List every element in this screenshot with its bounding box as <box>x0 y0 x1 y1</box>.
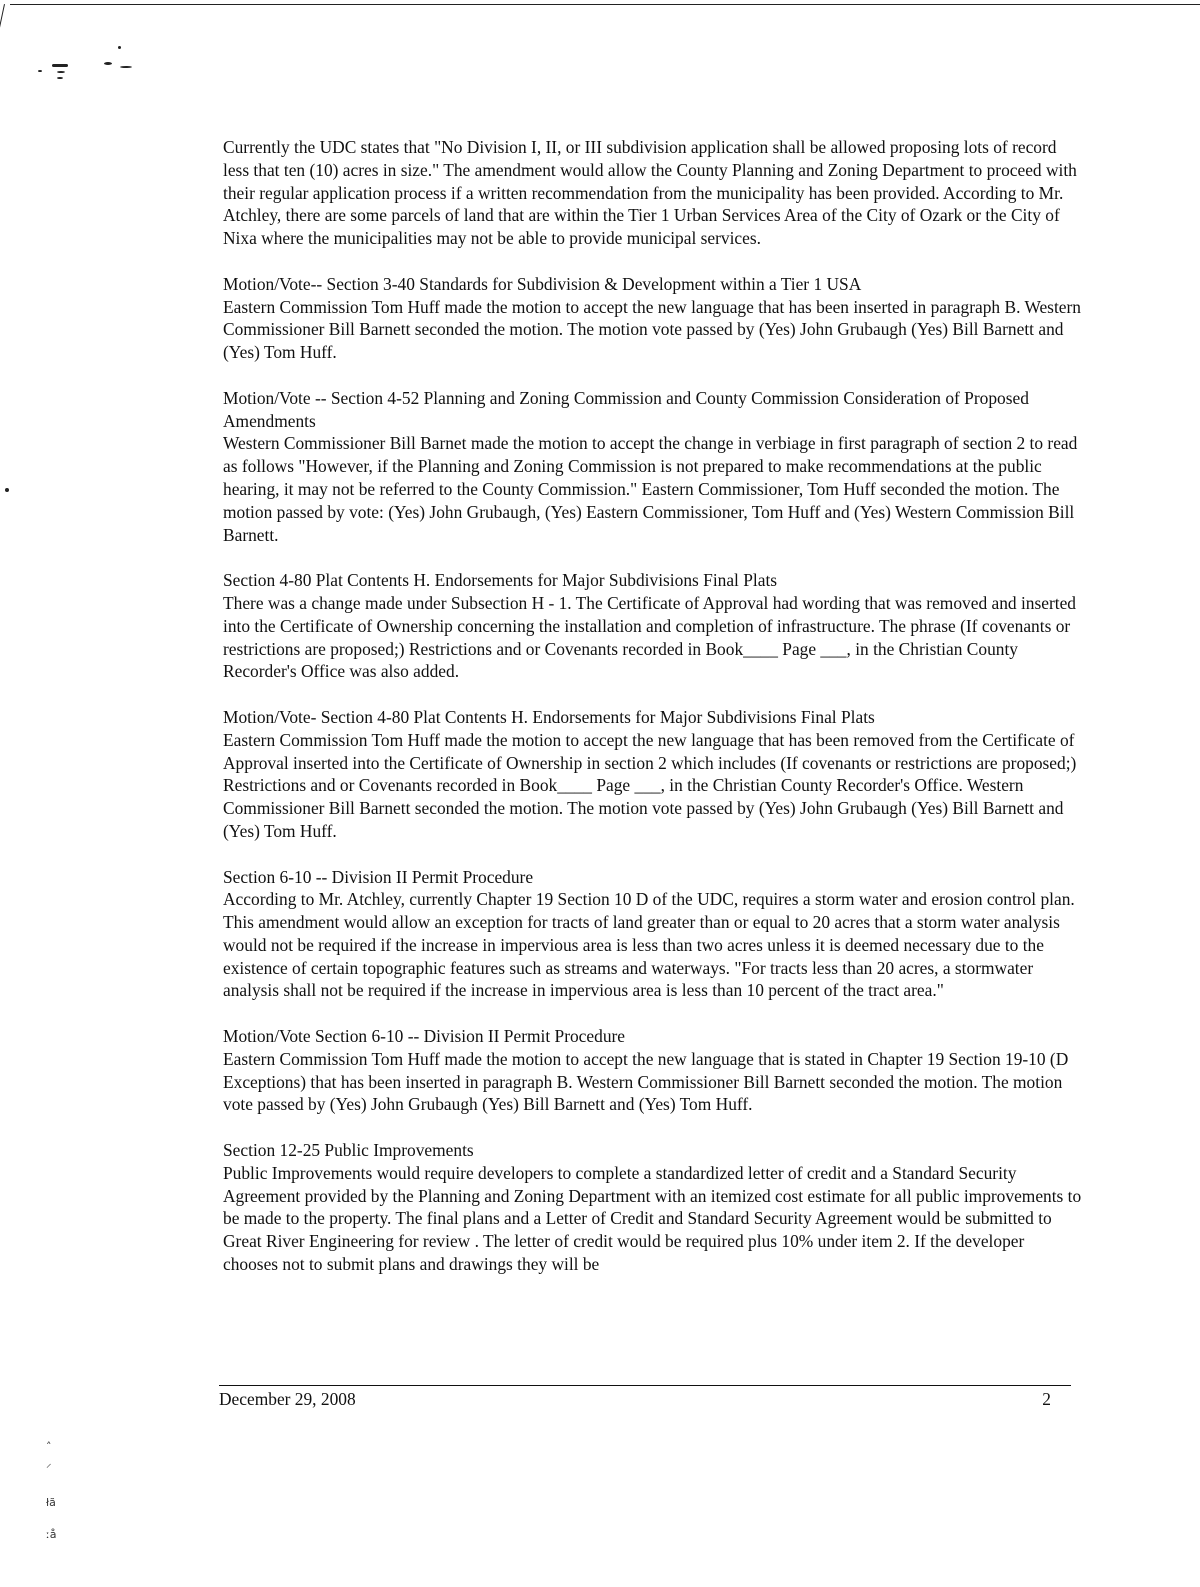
paragraph-text: Public Improvements would require developers to complete a standardized letter of credit and a Standard Security Agreement provided by the Planning and Zoning Department with an itemized cost estimate for all public improvements to be made to the property. The final plans and a Letter of Credit and Standard Security Agreement would be submitted to Great River Engineering for review . The letter of credit would be required plus 10% under item 2. If the developer chooses not to submit plans and drawings they will be <box>223 1162 1082 1275</box>
paragraph-section-4-80 <box>223 569 1083 683</box>
paragraph-motion-6-10 <box>223 1025 1083 1116</box>
page-number: 2 <box>1042 1389 1051 1409</box>
scan-speck <box>104 62 112 65</box>
scan-mark: ːå <box>46 1528 57 1541</box>
section-heading: Motion/Vote Section 6-10 -- Division II Permit Procedure <box>223 1026 626 1047</box>
scan-speck <box>57 77 63 79</box>
section-heading: Motion/Vote-- Section 3-40 Standards for Subdivision & Development within a Tier 1 USA <box>223 273 862 294</box>
footer-date: December 29, 2008 <box>219 1389 356 1409</box>
scan-speck <box>5 488 9 492</box>
section-heading: Motion/Vote- Section 4-80 Plat Contents H. Endorsements for Major Subdivisions Final Plats <box>223 706 875 727</box>
paragraph-text: Eastern Commission Tom Huff made the motion to accept the new language that has been inserted in paragraph B. Western Commissioner Bill Barnett seconded the motion. The motion vote passed by (Yes) John Grubaugh (Yes) Bill Barnett and (Yes) Tom Huff. <box>223 296 1081 363</box>
paragraph-udc-intro <box>223 136 1083 250</box>
scan-mark: ˄ <box>46 1440 52 1453</box>
section-heading: Section 6-10 -- Division II Permit Procedure <box>223 866 534 887</box>
scan-artifact-bottom-left <box>46 1440 62 1570</box>
section-heading: Section 12-25 Public Improvements <box>223 1140 474 1161</box>
paragraph-text: Currently the UDC states that "No Division I, II, or III subdivision application shall be allowed proposing lots of record less that ten (10) acres in size." The amendment would allow the County Planning and Zoning Department to proceed with their regular application process if a written recommendation from the municipality has been provided. According to Mr. Atchley, there are some parcels of land that are within the Tier 1 Urban Services Area of the City of Ozark or the City of Nixa where the municipalities may not be able to provide municipal services. <box>223 137 1077 249</box>
scan-speck <box>118 46 121 49</box>
scan-border-top <box>10 4 1200 5</box>
paragraph-section-12-25 <box>223 1139 1083 1276</box>
paragraph-text: According to Mr. Atchley, currently Chapter 19 Section 10 D of the UDC, requires a storm water and erosion control plan. This amendment would allow an exception for tracts of land greater than or equal to 20 acres that a storm water analysis would not be required if the increase in impervious area is less than two acres unless it is deemed necessary due to the existence of certain topographic features such as streams and waterways. "For tracts less than 20 acres, a stormwater analysis shall not be required if the increase in impervious area is less than 10 percent of the tract area." <box>223 889 1075 1001</box>
section-heading: Motion/Vote -- Section 4-52 Planning and Zoning Commission and County Commission Consideration of Proposed Amendments <box>223 387 1029 431</box>
paragraph-text: There was a change made under Subsection H - 1. The Certificate of Approval had wording that was removed and inserted into the Certificate of Ownership concerning the installation and completion of infrastructure. The phrase (If covenants or restrictions are proposed;) Restrictions and or Covenants recorded in Book____ Page ___, in the Christian County Recorder's Office was also added. <box>223 592 1076 682</box>
scan-mark: łã <box>46 1496 56 1509</box>
paragraph-section-6-10 <box>223 866 1083 1003</box>
paragraph-text: Eastern Commission Tom Huff made the motion to accept the new language that is stated in Chapter 19 Section 19-10 (D Exceptions) that has been inserted in paragraph B. Western Commissioner Bill Barnett seconded the motion. The motion vote passed by (Yes) John Grubaugh (Yes) Bill Barnett and (Yes) Tom Huff. <box>223 1048 1069 1115</box>
paragraph-text: Eastern Commission Tom Huff made the motion to accept the new language that has been removed from the Certificate of Approval inserted into the Certificate of Ownership in section 2 which includes (If covenants or restrictions are proposed;) Restrictions and or Covenants recorded in Book____ Page ___, in the Christian County Recorder's Office. Western Commissioner Bill Barnett seconded the motion. The motion vote passed by (Yes) John Grubaugh (Yes) Bill Barnett and (Yes) Tom Huff. <box>223 729 1077 841</box>
scan-mark: ⸝ <box>46 1457 52 1470</box>
paragraph-motion-3-40 <box>223 273 1083 364</box>
scan-border-left <box>0 4 5 43</box>
scan-speck <box>52 64 68 67</box>
paragraph-motion-4-80 <box>223 706 1083 843</box>
scan-speck <box>120 66 132 68</box>
scan-speck <box>38 70 42 72</box>
page-footer <box>219 1385 1071 1410</box>
paragraph-text: Western Commissioner Bill Barnet made the motion to accept the change in verbiage in first paragraph of section 2 to read as follows "However, if the Planning and Zoning Commission is not prepared to make recommendations at the public hearing, it may not be referred to the County Commission." Eastern Commissioner, Tom Huff seconded the motion. The motion passed by vote: (Yes) John Grubaugh, (Yes) Eastern Commissioner, Tom Huff and (Yes) Western Commission Bill Barnett. <box>223 433 1078 545</box>
scan-speck <box>57 71 65 73</box>
section-heading: Section 4-80 Plat Contents H. Endorsements for Major Subdivisions Final Plats <box>223 570 778 591</box>
document-body <box>223 136 1083 1299</box>
paragraph-motion-4-52 <box>223 387 1083 547</box>
